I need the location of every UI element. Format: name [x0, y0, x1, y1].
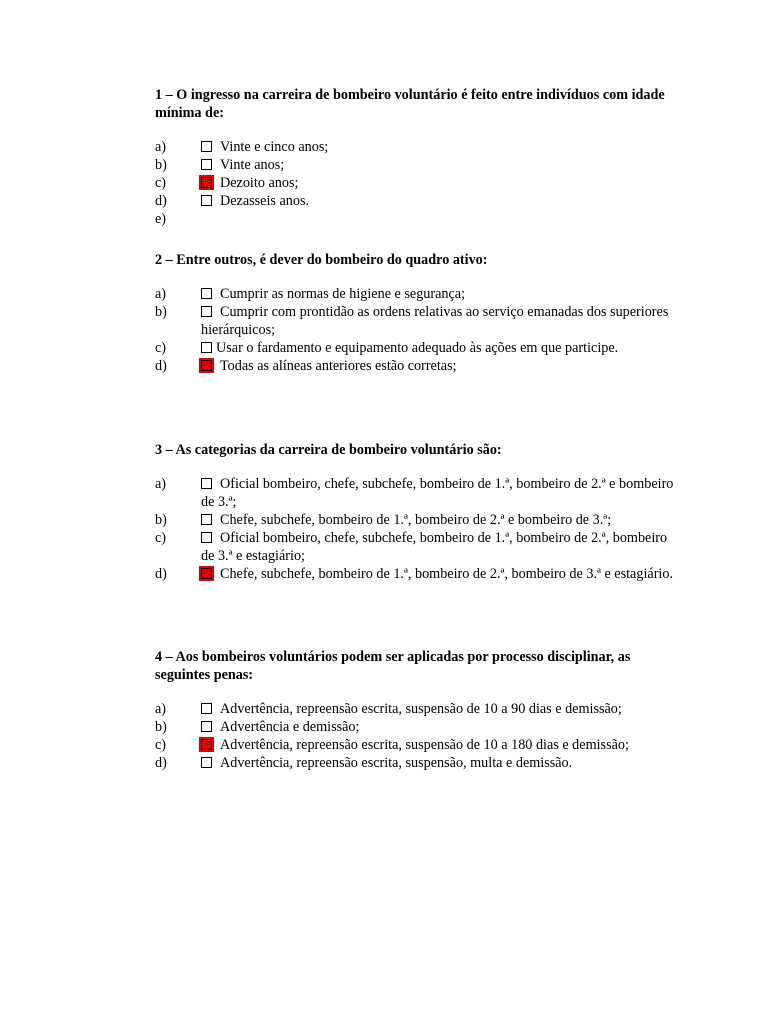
option-letter: a): [155, 286, 167, 302]
option-letter: a): [155, 139, 167, 155]
question-title: 2 – Entre outros, é dever do bombeiro do quadro ativo:: [155, 252, 488, 268]
checkbox-icon[interactable]: [201, 288, 212, 299]
option-text: Advertência, repreensão escrita, suspensão, multa e demissão.: [220, 755, 573, 771]
checked-checkbox-icon[interactable]: [201, 177, 212, 188]
option-a[interactable]: [155, 475, 675, 511]
option-c[interactable]: [155, 174, 675, 192]
option-b[interactable]: [155, 718, 675, 736]
checkbox-icon[interactable]: [201, 478, 212, 489]
option-letter: d): [155, 358, 167, 374]
checkbox-icon[interactable]: [201, 757, 212, 768]
option-letter: d): [155, 755, 167, 771]
option-b[interactable]: [155, 156, 675, 174]
option-letter: d): [155, 566, 167, 582]
option-letter: b): [155, 719, 167, 735]
option-d[interactable]: [155, 357, 675, 375]
question-2: [155, 251, 675, 375]
option-text: Chefe, subchefe, bombeiro de 1.ª, bombeiro de 2.ª, bombeiro de 3.ª e estagiário.: [220, 566, 673, 582]
question-1: [155, 86, 675, 228]
question-4: [155, 648, 675, 772]
checkbox-icon[interactable]: [201, 141, 212, 152]
option-letter: c): [155, 530, 167, 546]
option-text: Advertência, repreensão escrita, suspensão de 10 a 90 dias e demissão;: [220, 701, 622, 717]
option-text: Vinte e cinco anos;: [220, 139, 329, 155]
option-text: Dezasseis anos.: [220, 193, 310, 209]
checkbox-icon[interactable]: [201, 159, 212, 170]
option-b[interactable]: [155, 511, 675, 529]
option-text: Todas as alíneas anteriores estão corretas;: [220, 358, 457, 374]
option-text: Usar o fardamento e equipamento adequado às ações em que participe.: [216, 340, 619, 356]
checkbox-icon[interactable]: [201, 703, 212, 714]
option-text: Cumprir as normas de higiene e segurança;: [220, 286, 466, 302]
checked-checkbox-icon[interactable]: [201, 360, 212, 371]
option-letter: e): [155, 211, 167, 227]
option-c[interactable]: [155, 339, 675, 357]
option-b[interactable]: [155, 303, 675, 339]
option-text: Oficial bombeiro, chefe, subchefe, bombeiro de 1.ª, bombeiro de 2.ª e bombeiro de 3.ª;: [201, 476, 674, 510]
checked-checkbox-icon[interactable]: [201, 739, 212, 750]
option-letter: a): [155, 476, 167, 492]
option-a[interactable]: [155, 285, 675, 303]
checkbox-icon[interactable]: [201, 306, 212, 317]
option-a[interactable]: [155, 700, 675, 718]
option-text: Vinte anos;: [220, 157, 285, 173]
option-letter: c): [155, 175, 167, 191]
question-3: [155, 441, 675, 583]
checkbox-icon[interactable]: [201, 532, 212, 543]
question-title: 4 – Aos bombeiros voluntários podem ser aplicadas por processo disciplinar, as seguintes penas:: [155, 649, 631, 683]
option-letter: c): [155, 340, 167, 356]
option-a[interactable]: [155, 138, 675, 156]
option-text: Advertência, repreensão escrita, suspensão de 10 a 180 dias e demissão;: [220, 737, 629, 753]
option-letter: b): [155, 512, 167, 528]
option-d[interactable]: [155, 565, 675, 583]
option-letter: b): [155, 304, 167, 320]
option-letter: d): [155, 193, 167, 209]
checkbox-icon[interactable]: [201, 514, 212, 525]
option-letter: a): [155, 701, 167, 717]
checked-checkbox-icon[interactable]: [201, 568, 212, 579]
option-c[interactable]: [155, 529, 675, 565]
checkbox-icon[interactable]: [201, 342, 212, 353]
option-text: Oficial bombeiro, chefe, subchefe, bombeiro de 1.ª, bombeiro de 2.ª, bombeiro de 3.ª e estagiário;: [201, 530, 668, 564]
option-text: Chefe, subchefe, bombeiro de 1.ª, bombeiro de 2.ª e bombeiro de 3.ª;: [220, 512, 612, 528]
option-letter: b): [155, 157, 167, 173]
option-d[interactable]: [155, 192, 675, 210]
option-e: [155, 210, 675, 228]
option-d[interactable]: [155, 754, 675, 772]
question-title: 3 – As categorias da carreira de bombeiro voluntário são:: [155, 442, 502, 458]
option-text: Dezoito anos;: [220, 175, 299, 191]
question-title: 1 – O ingresso na carreira de bombeiro voluntário é feito entre indivíduos com idade mínima de:: [155, 87, 665, 121]
option-text: Cumprir com prontidão as ordens relativas ao serviço emanadas dos superiores hierárquicos;: [201, 304, 669, 338]
option-c[interactable]: [155, 736, 675, 754]
option-text: Advertência e demissão;: [220, 719, 360, 735]
checkbox-icon[interactable]: [201, 195, 212, 206]
option-letter: c): [155, 737, 167, 753]
checkbox-icon[interactable]: [201, 721, 212, 732]
